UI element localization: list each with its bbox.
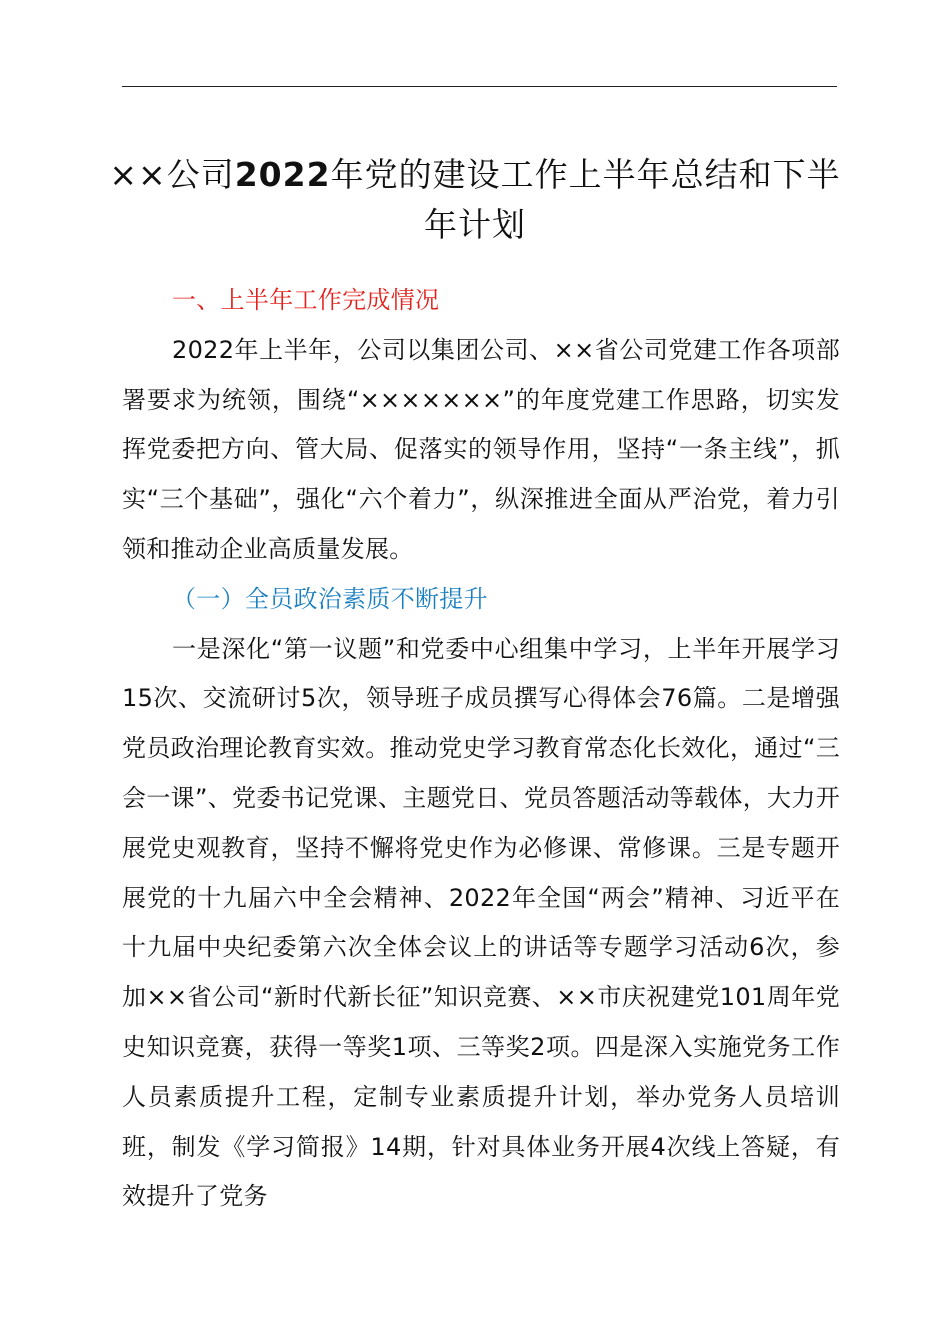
subsection-heading-1: （一）全员政治素质不断提升 [172, 584, 488, 613]
document-title [100, 150, 850, 250]
section-1-paragraph: 2022年上半年，公司以集团公司、××省公司党建工作各项部署要求为统领，围绕“×××××××”的年度党建工作思路，切实发挥党委把方向、管大局、促落实的领导作用，坚持“一条主线”，抓实“三个基础”，强化“六个着力”，纵深推进全面从严治党，着力引领和推动企业高质量发展。 [122, 335, 840, 563]
document-body [122, 276, 840, 1222]
header-rule [122, 86, 837, 87]
title-suffix: 年党的建设工作上半年总结和下半年计划 [330, 155, 841, 244]
subsection-1-paragraph: 一是深化“第一议题”和党委中心组集中学习，上半年开展学习15次、交流研讨5次，领导班子成员撰写心得体会76篇。二是增强党员政治理论教育实效。推动党史学习教育常态化长效化，通过“三会一课”、党委书记党课、主题党日、党员答题活动等载体，大力开展党史观教育，坚持不懈将党史作为必修课、常修课。三是专题开展党的十九届六中全会精神、2022年全国“两会”精神、习近平在十九届中央纪委第六次全体会议上的讲话等专题学习活动6次，参加××省公司“新时代新长征”知识竞赛、××市庆祝建党101周年党史知识竞赛，获得一等奖1项、三等奖2项。四是深入实施党务工作人员素质提升工程，定制专业素质提升计划，举办党务人员培训班，制发《学习简报》14期，针对具体业务开展4次线上答疑，有效提升了党务 [122, 634, 840, 1211]
title-prefix: ××公司 [109, 155, 235, 194]
section-heading-1: 一、上半年工作完成情况 [172, 286, 440, 314]
title-year: 2022 [234, 155, 331, 194]
